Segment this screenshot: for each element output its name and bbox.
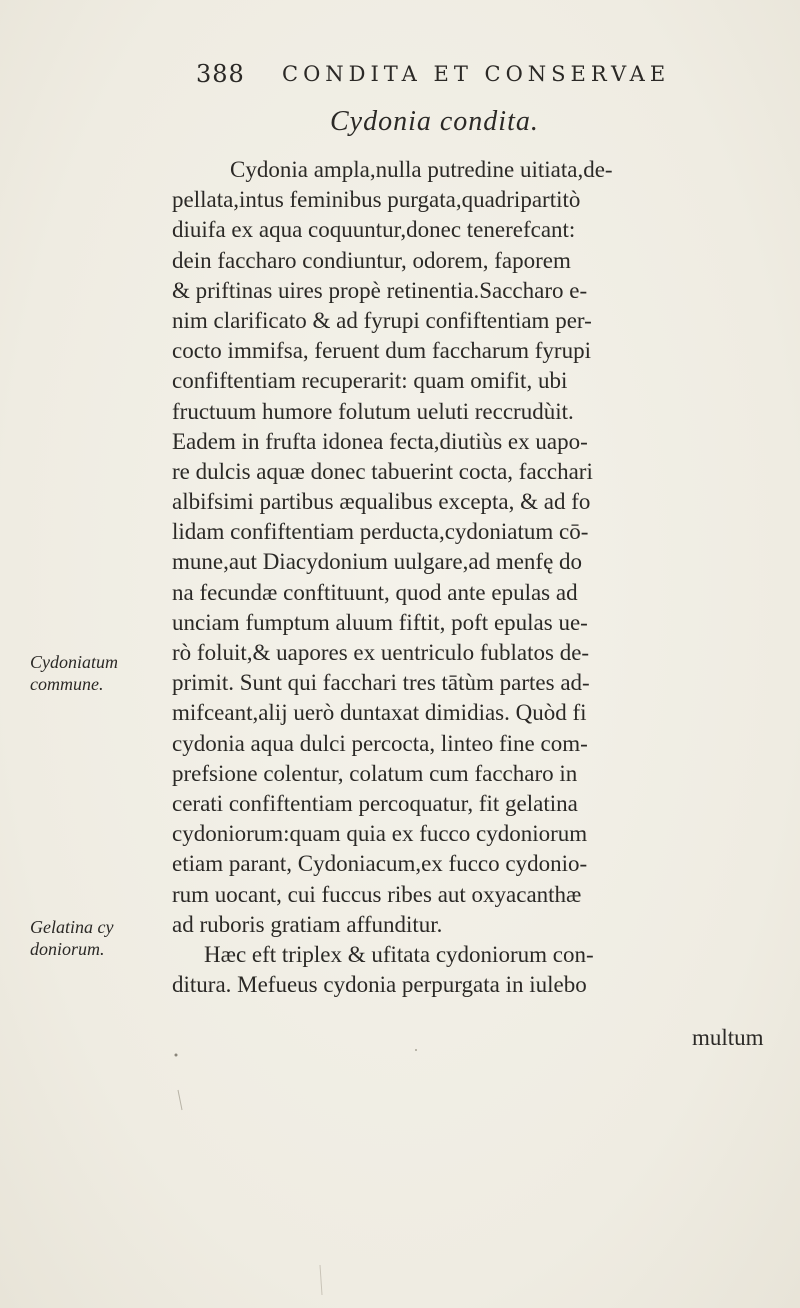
text-line: & priftinas uires propè retinentia.Saccharo e- [172, 277, 588, 303]
text-line: confiftentiam recuperarit: quam omifit, ubi [172, 368, 568, 394]
text-line: albifsimi partibus æqualibus excepta, & ad fo [172, 489, 591, 515]
text-line: etiam parant, Cydoniacum,ex fucco cydonio- [172, 851, 588, 877]
marginal-note-line: commune. [30, 674, 104, 694]
body-text [172, 155, 772, 1000]
paper-mark [320, 1265, 322, 1295]
marginal-note-line: doniorum. [30, 939, 105, 959]
marginal-note-line: Cydoniatum [30, 652, 118, 672]
running-head: CONDITA ET CONSERVAE [282, 62, 671, 86]
text-line: unciam fumptum aluum fiftit, poft epulas ue- [172, 609, 588, 635]
marginal-note-line: Gelatina cy [30, 917, 114, 937]
paper-mark [415, 1049, 417, 1051]
catchword: multum [692, 1025, 764, 1050]
text-line: primit. Sunt qui facchari tres tātùm partes ad- [172, 670, 590, 696]
text-line: re dulcis aquæ donec tabuerint cocta, facchari [172, 458, 593, 484]
text-line: pellata,intus feminibus purgata,quadripartitò [172, 187, 581, 213]
text-line: cydoniorum:quam quia ex fucco cydoniorum [172, 821, 588, 847]
text-line: mifceant,alij uerò duntaxat dimidias. Quòd fi [172, 700, 587, 726]
text-line: nim clarificato & ad fyrupi confiftentiam per- [172, 307, 592, 333]
text-line: ad ruboris gratiam affunditur. [172, 911, 443, 937]
text-line: rò foluit,& uapores ex uentriculo fublatos de- [172, 640, 590, 665]
text-line: rum uocant, cui fuccus ribes aut oxyacanthæ [172, 881, 582, 907]
text-line: fructuum humore folutum ueluti reccrudùit. [172, 398, 574, 424]
text-line: mune,aut Diacydonium uulgare,ad menfę do [172, 549, 583, 575]
paper-mark [178, 1090, 182, 1110]
text-line: dein faccharo condiuntur, odorem, faporem [172, 247, 571, 273]
page-number: 388 [196, 60, 245, 88]
marginal-note-gelatina [30, 916, 113, 960]
marginal-note-cydoniatum [30, 651, 118, 695]
text-line: cerati confiftentiam percoquatur, fit gelatina [172, 790, 578, 816]
section-title: Cydonia condita. [330, 106, 539, 137]
text-line: cocto immifsa, feruent dum faccharum fyrupi [172, 338, 591, 364]
text-line: na fecundæ conftituunt, quod ante epulas ad [172, 579, 578, 605]
page-header [196, 60, 756, 96]
text-line: cydonia aqua dulci percocta, linteo fine com- [172, 730, 588, 756]
text-line: Hæc eft triplex & ufitata cydoniorum con- [204, 941, 594, 967]
text-line: Cydonia ampla,nulla putredine uitiata,de- [230, 157, 613, 182]
text-line: lidam confiftentiam perducta,cydoniatum cō- [172, 519, 589, 545]
text-line: prefsione colentur, colatum cum faccharo in [172, 760, 578, 786]
text-line: ditura. Mefueus cydonia perpurgata in iulebo [172, 972, 587, 998]
paper-mark [175, 1054, 178, 1057]
text-line: Eadem in frufta idonea fecta,diutiùs ex uapo- [172, 428, 588, 454]
text-line: diuifa ex aqua coquuntur,donec tenerefcant: [172, 217, 576, 243]
